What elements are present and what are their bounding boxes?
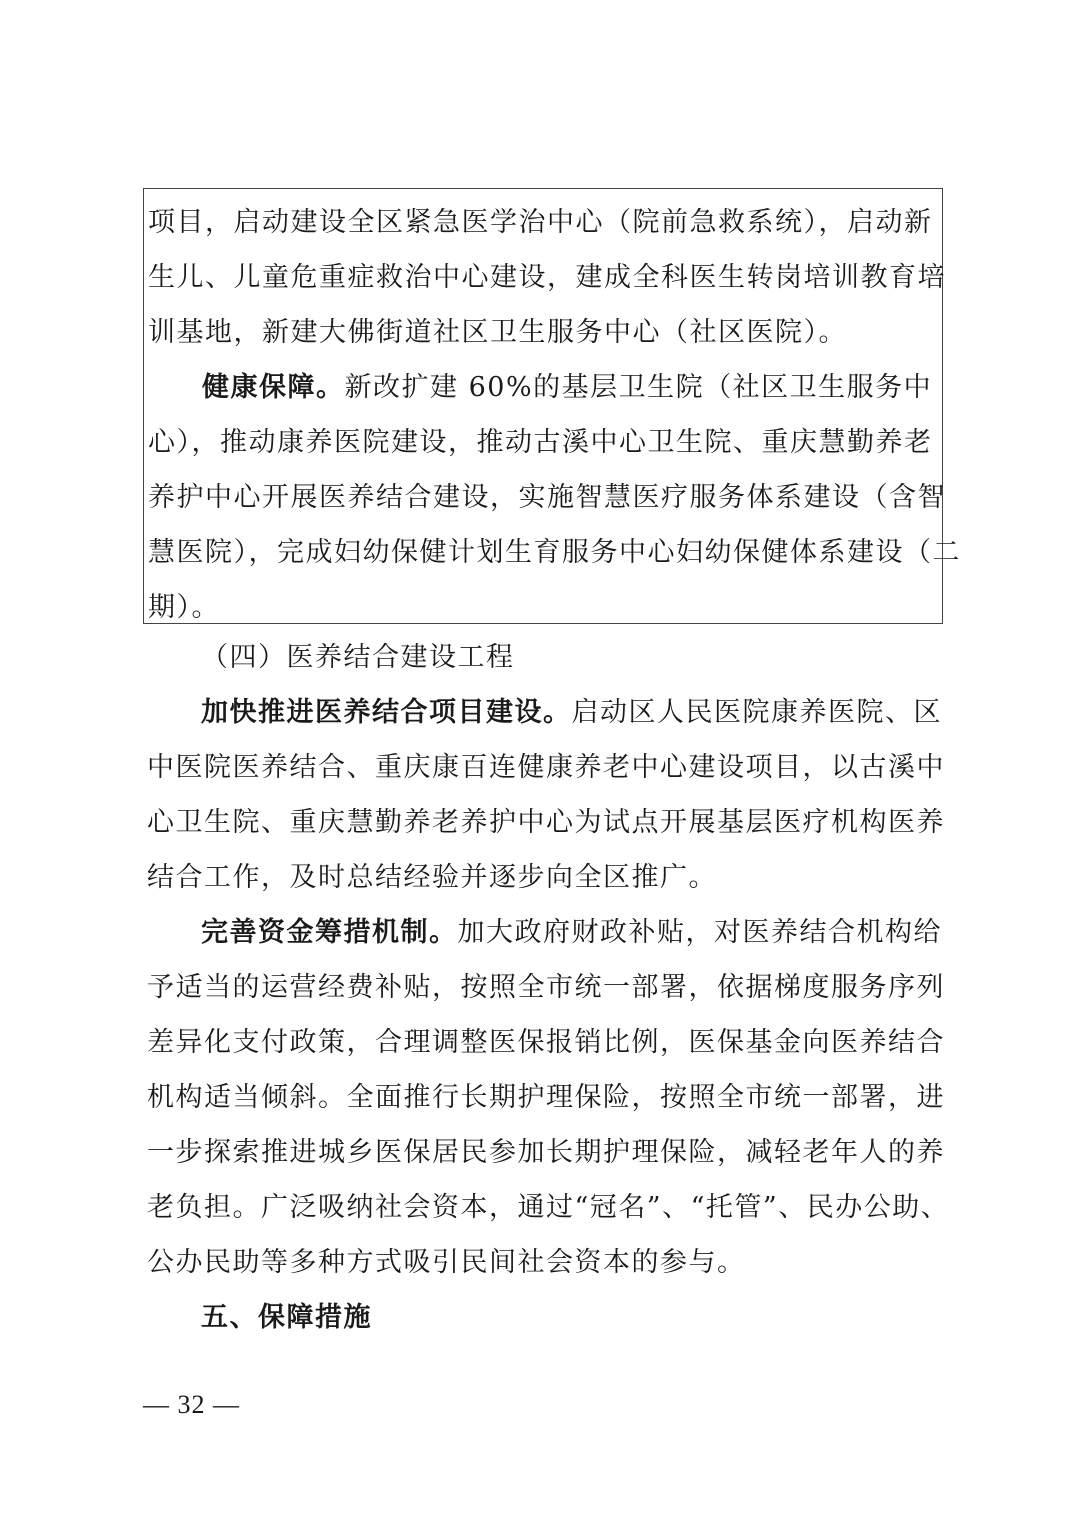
section-4-para1-line-4: 结合工作，及时总结经验并逐步向全区推广。 — [147, 862, 717, 893]
box-para2-lead: 健康保障。 — [202, 372, 345, 403]
box-para2-line-3: 养护中心开展医养结合建设，实施智慧医疗服务体系建设（含智 — [148, 482, 946, 513]
section-4-para2-line-5: 一步探索推进城乡医保居民参加长期护理保险，减轻老年人的养 — [147, 1137, 945, 1168]
section-4-para2-line-4: 机构适当倾斜。全面推行长期护理保险，按照全市统一部署，进 — [147, 1082, 945, 1113]
section-4-para2-line1-rest: 加大政府财政补贴，对医养结合机构给 — [457, 917, 942, 948]
section-4-para1-first-line — [147, 685, 943, 740]
section-4-para1-line1-rest: 启动区人民医院康养医院、区 — [571, 697, 942, 728]
section-4-para1-line-2: 中医院医养结合、重庆康百连健康养老中心建设项目，以古溪中 — [147, 752, 945, 783]
box-para2-first-line — [148, 360, 942, 415]
section-5-heading: 五、保障措施 — [201, 1302, 372, 1333]
section-4-heading: （四）医养结合建设工程 — [201, 642, 515, 673]
section-4-para2-line-2: 予适当的运营经费补贴，按照全市统一部署，依据梯度服务序列 — [147, 972, 945, 1003]
box-para2-line-4: 慧医院），完成妇幼保健计划生育服务中心妇幼保健体系建设（二 — [148, 537, 961, 568]
section-4-para1-lead: 加快推进医养结合项目建设。 — [201, 697, 572, 728]
section-4-para1-line-3: 心卫生院、重庆慧勤养老养护中心为试点开展基层医疗机构医养 — [147, 807, 945, 838]
box-line-2: 生儿、儿童危重症救治中心建设，建成全科医生转岗培训教育培 — [148, 262, 946, 293]
boxed-text-block — [143, 188, 961, 624]
box-line-3: 训基地，新建大佛街道社区卫生服务中心（社区医院）。 — [148, 317, 847, 348]
section-4-para2-line-3: 差异化支付政策，合理调整医保报销比例，医保基金向医养结合 — [147, 1027, 945, 1058]
box-line-1: 项目，启动建设全区紧急医学治中心（院前急救系统），启动新 — [148, 207, 933, 238]
section-4-para2-first-line — [147, 905, 943, 960]
box-para2-line1-rest: 新改扩建 60%的基层卫生院（社区卫生服务中 — [344, 372, 933, 403]
box-para2-line-2: 心），推动康养医院建设，推动古溪中心卫生院、重庆慧勤养老 — [148, 427, 933, 458]
section-4-para2-line-7: 公办民助等多种方式吸引民间社会资本的参与。 — [147, 1247, 746, 1278]
box-para2-line-5: 期）。 — [148, 592, 220, 623]
section-4-para2-line-6: 老负担。广泛吸纳社会资本，通过“冠名”、“托管”、民办公助、 — [147, 1192, 950, 1223]
section-4-para2-lead: 完善资金筹措机制。 — [201, 917, 458, 948]
section-4 — [147, 630, 950, 1345]
page-number: — 32 — — [143, 1390, 240, 1419]
